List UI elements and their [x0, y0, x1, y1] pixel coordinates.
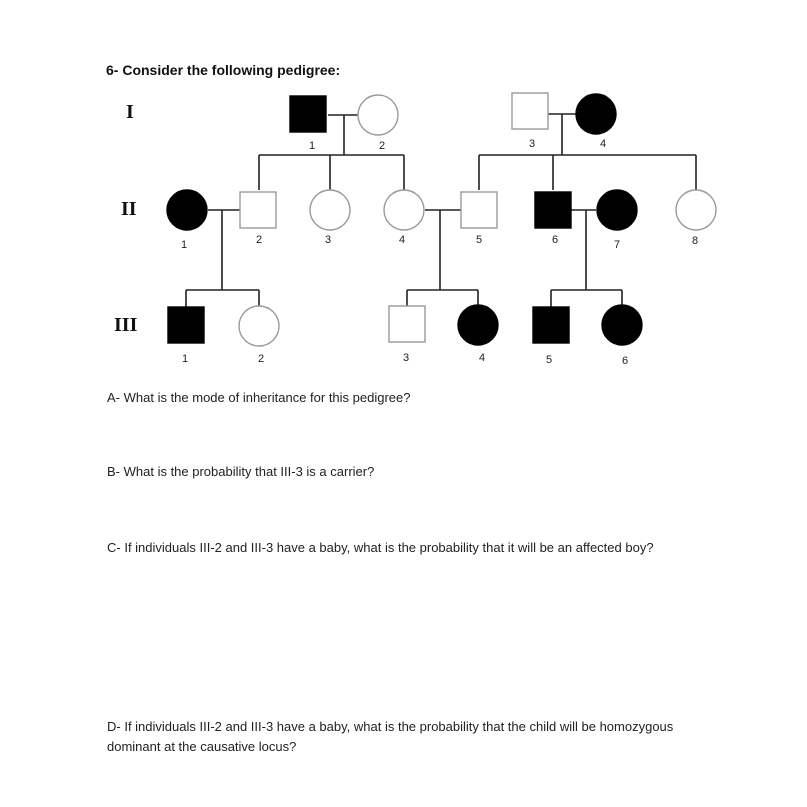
individual-number-label: 6 [621, 355, 629, 367]
individual-number-label: 2 [378, 140, 386, 152]
individual-number-label: 2 [255, 234, 263, 246]
individual-number-label: 4 [599, 138, 607, 150]
individual-i-3-unaffected [512, 93, 548, 129]
individual-ii-6-affected [535, 192, 571, 228]
individual-i-1-affected [290, 96, 326, 132]
individual-number-label: 8 [691, 235, 699, 247]
generation-label-ii: II [121, 198, 137, 220]
individual-iii-1-affected [168, 307, 204, 343]
individual-i-2-unaffected [358, 95, 398, 135]
individual-number-label: 1 [181, 353, 189, 365]
individual-number-label: 3 [402, 352, 410, 364]
pedigree-chart [0, 0, 807, 400]
individual-number-label: 5 [545, 354, 553, 366]
individual-ii-2-unaffected [240, 192, 276, 228]
individual-ii-5-unaffected [461, 192, 497, 228]
problem-title: 6- Consider the following pedigree: [106, 62, 341, 78]
individual-number-label: 4 [478, 352, 486, 364]
individual-ii-4-unaffected [384, 190, 424, 230]
generation-label-iii: III [114, 314, 138, 336]
question-b: B- What is the probability that III-3 is a carrier? [107, 464, 375, 479]
individual-iii-3-unaffected [389, 306, 425, 342]
individual-i-4-affected [576, 94, 616, 134]
individual-ii-8-unaffected [676, 190, 716, 230]
individual-number-label: 2 [257, 353, 265, 365]
individual-number-label: 3 [324, 234, 332, 246]
individual-ii-1-affected [167, 190, 207, 230]
pedigree-individuals [167, 93, 716, 367]
question-a: A- What is the mode of inheritance for this pedigree? [107, 390, 411, 405]
individual-number-label: 1 [180, 239, 188, 251]
individual-number-label: 1 [308, 140, 316, 152]
individual-iii-2-unaffected [239, 306, 279, 346]
individual-number-label: 3 [528, 138, 536, 150]
individual-iii-4-affected [458, 305, 498, 345]
individual-ii-3-unaffected [310, 190, 350, 230]
individual-iii-6-affected [602, 305, 642, 345]
individual-iii-5-affected [533, 307, 569, 343]
individual-ii-7-affected [597, 190, 637, 230]
question-d: D- If individuals III-2 and III-3 have a baby, what is the probability that the child will be homozygous dominant at the causative locus? [107, 719, 674, 754]
individual-number-label: 7 [613, 239, 621, 251]
question-c: C- If individuals III-2 and III-3 have a baby, what is the probability that it will be an affected boy? [107, 540, 654, 555]
individual-number-label: 4 [398, 234, 406, 246]
individual-number-label: 6 [551, 234, 559, 246]
generation-label-i: I [126, 101, 134, 123]
individual-number-label: 5 [475, 234, 483, 246]
